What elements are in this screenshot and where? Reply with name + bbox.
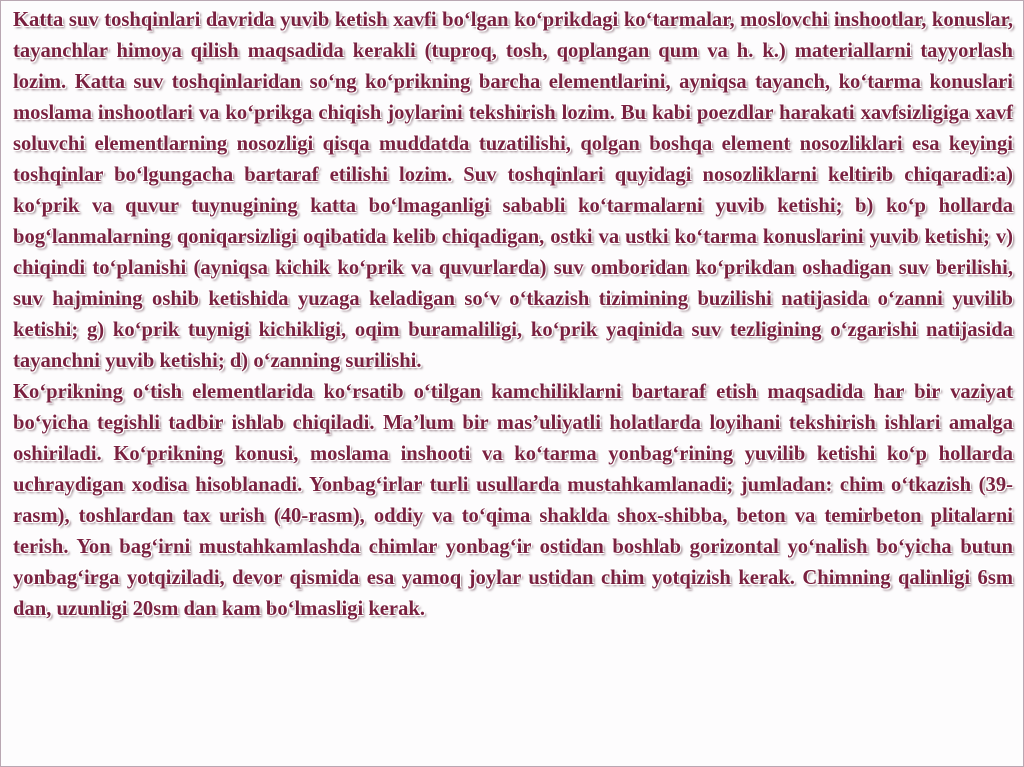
paragraph-flood-damage: Katta suv toshqinlari davrida yuvib ketish xavfi bo‘lgan ko‘prikdagi ko‘tarmalar, moslovchi inshootlar, konuslar, tayanchlar himoya qilish maqsadida kerakli (tuproq, tosh, qoplangan qum va h. k.) materiallarni tayyorlash lozim. Katta suv toshqinlaridan so‘ng ko‘prikning barcha elementlarini, ayniqsa tayanch, ko‘tarma konuslari moslama inshootlari va ko‘prikga chiqish joylarini tekshirish lozim. Bu kabi poezdlar harakati xavfsizligiga xavf soluvchi elementlarning nosozligi qisqa muddatda tuzatilishi, qolgan boshqa element nosozliklari esa keyingi toshqinlar bo‘lgungacha bartaraf etilishi lozim. Suv toshqinlari quyidagi nosozliklarni keltirib chiqaradi:a) ko‘prik va quvur tuynugining katta bo‘lmaganligi sababli ko‘tarmalarni yuvib ketishi; b) ko‘p hollarda bog‘lanmalarning qoniqarsizligi oqibatida kelib chiqadigan, ostki va ustki ko‘tarma konuslarini yuvib ketishi; v) chiqindi to‘planishi (ayniqsa kichik ko‘prik va quvurlarda) suv omboridan ko‘prikdan oshadigan suv berilishi, suv hajmining oshib ketishida yuzaga keladigan so‘v o‘tkazish tizimining buzilishi natijasida o‘zanni yuvilib ketishi; g) ko‘prik tuynigi kichikligi, oqim buramaliligi, ko‘prik yaqinida suv tezligining o‘zgarishi natijasida tayanchni yuvib ketishi; d) o‘zanning surilishi. [13, 9, 1013, 372]
document-body [13, 5, 1013, 625]
paragraph-slope-reinforcement: Ko‘prikning o‘tish elementlarida ko‘rsatib o‘tilgan kamchiliklarni bartaraf etish maqsadida har bir vaziyat bo‘yicha tegishli tadbir ishlab chiqiladi. Ma’lum bir mas’uliyatli holatlarda loyihani tekshirish ishlari amalga oshiriladi. Ko‘prikning konusi, moslama inshooti va ko‘tarma yonbag‘rining yuvilib ketishi ko‘p hollarda uchraydigan xodisa hisoblanadi. Yonbag‘irlar turli usullarda mustahkamlanadi; jumladan: chim o‘tkazish (39-rasm), toshlardan tax urish (40-rasm), oddiy va to‘qima shaklda shox-shibba, beton va temirbeton plitalarni terish. Yon bag‘irni mustahkamlashda chimlar yonbag‘ir ostidan boshlab gorizontal yo‘nalish bo‘yicha butun yonbag‘irga yotqiziladi, devor qismida esa yamoq joylar ustidan chim yotqizish kerak. Chimning qalinligi 6sm dan, uzunligi 20sm dan kam bo‘lmasligi kerak. [13, 381, 1013, 620]
